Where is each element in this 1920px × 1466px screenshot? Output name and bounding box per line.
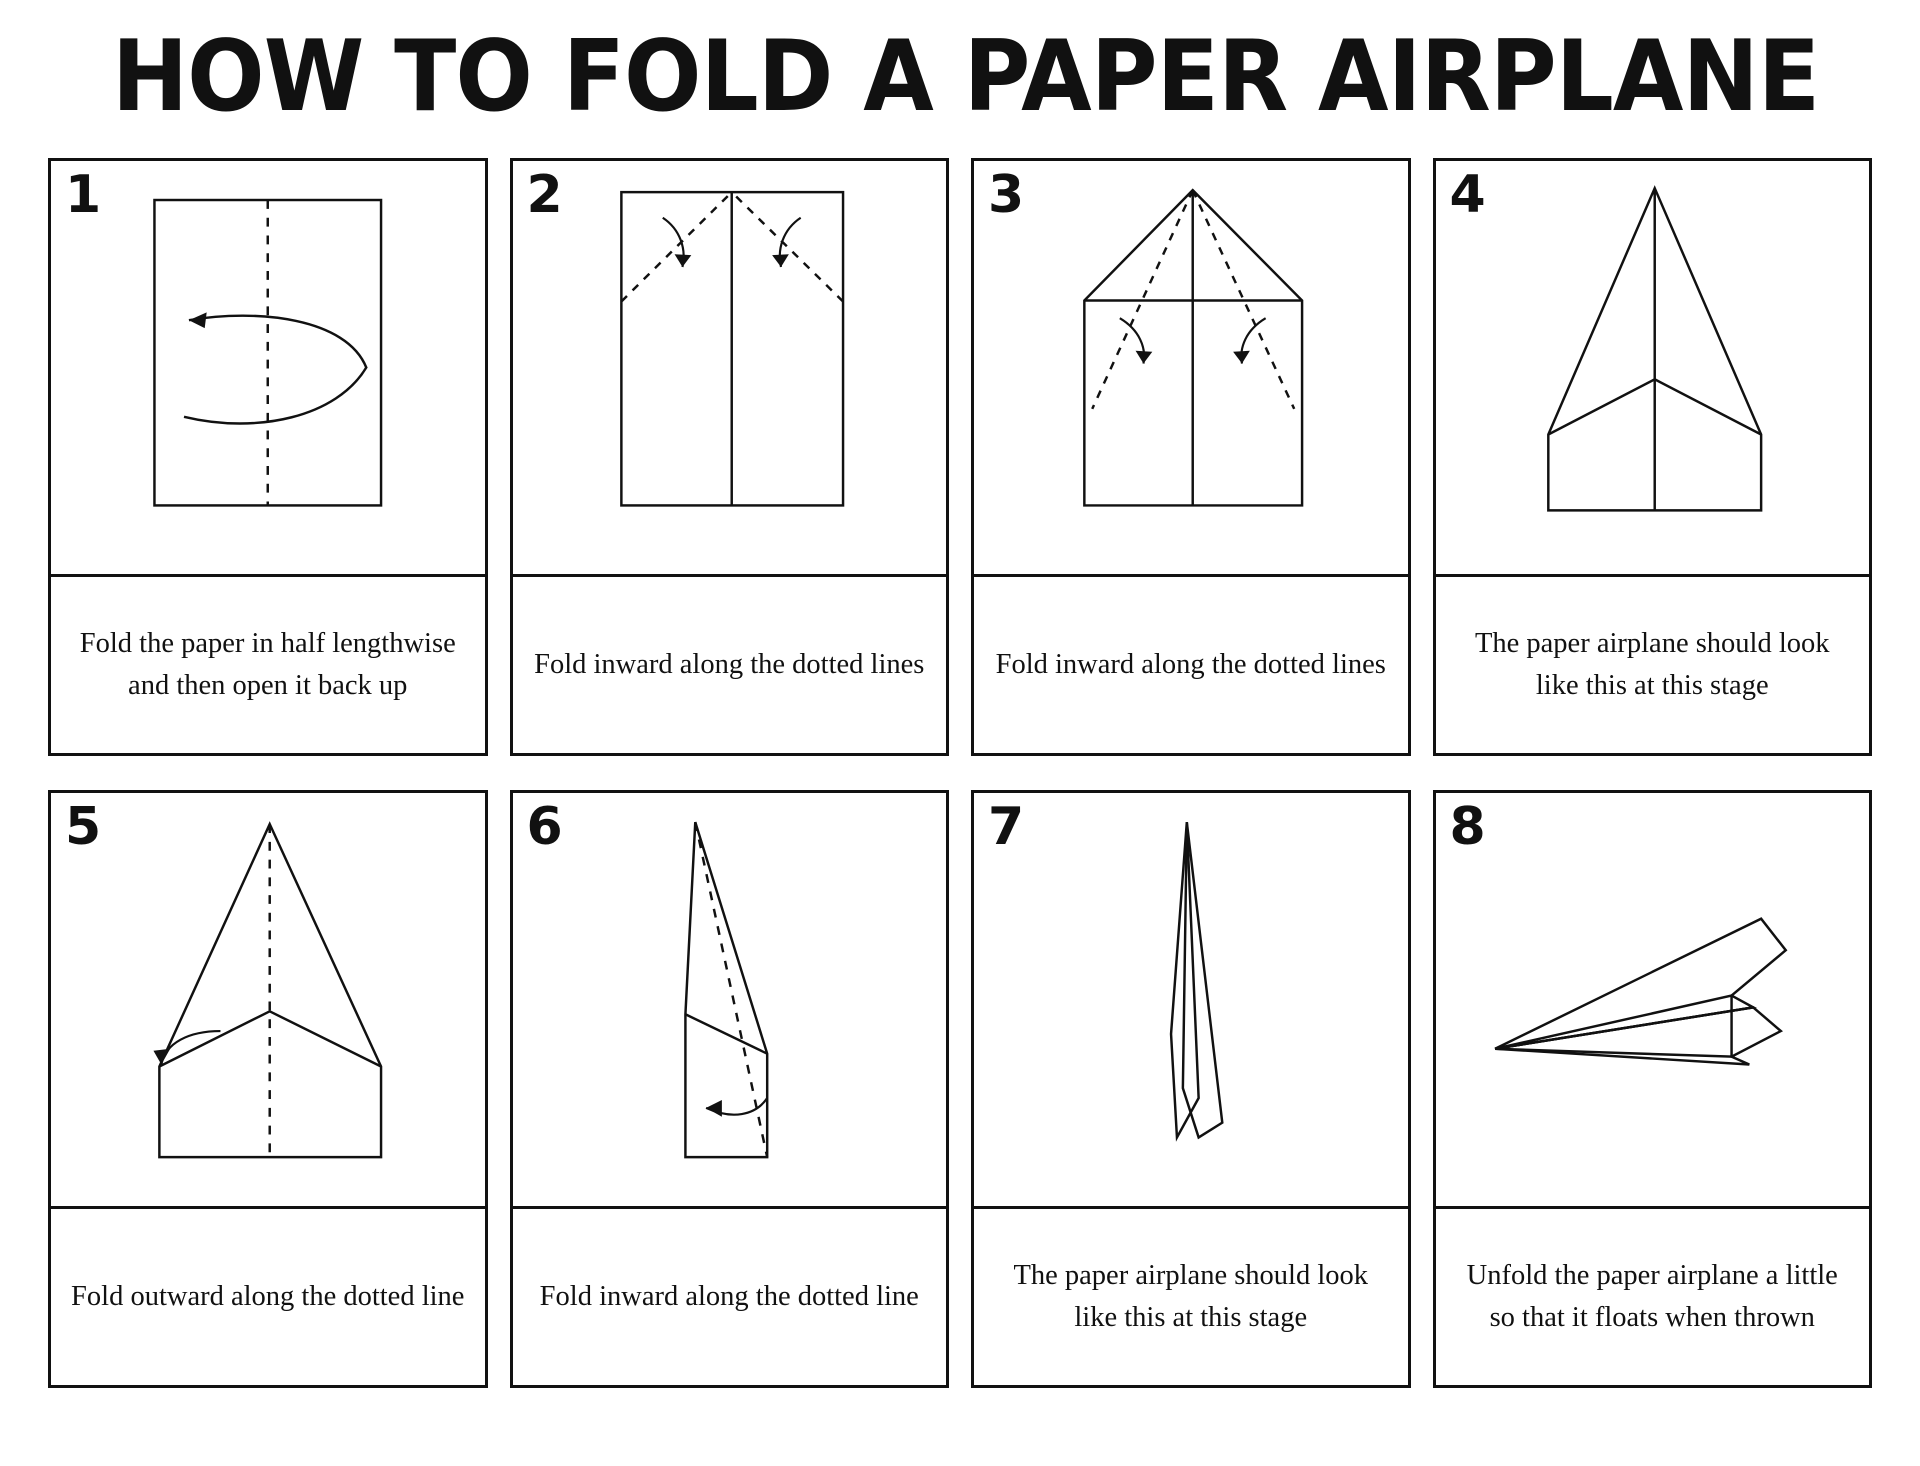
step-number-1: 1 [65, 164, 102, 225]
arrow-shape-with-dotted-line-icon [51, 793, 485, 1206]
step-number-5: 5 [65, 796, 102, 857]
step-illustration-1 [51, 161, 485, 577]
step-number-8: 8 [1449, 796, 1486, 857]
step-illustration-3 [974, 161, 1408, 577]
step-caption-5: Fold outward along the dotted line [71, 1281, 465, 1313]
step-card-8 [1433, 790, 1873, 1388]
step-number-7: 7 [988, 796, 1025, 857]
step-illustration-2 [513, 161, 947, 577]
step-caption-6: Fold inward along the dotted line [539, 1281, 919, 1313]
step-number-6: 6 [526, 796, 563, 857]
folded-arrow-shape-icon [1436, 161, 1870, 574]
finished-paper-airplane-icon [1436, 793, 1870, 1206]
step-card-1 [48, 158, 488, 756]
half-plane-diagonal-dotted-icon [513, 793, 947, 1206]
step-number-3: 3 [988, 164, 1025, 225]
step-card-7 [971, 790, 1411, 1388]
step-card-4 [1433, 158, 1873, 756]
step-number-4: 4 [1449, 164, 1486, 225]
step-caption-7: The paper airplane should look like this at this stage [1013, 1260, 1369, 1333]
step-caption-4: The paper airplane should look like this at this stage [1474, 628, 1830, 701]
top-corner-fold-lines-icon [513, 161, 947, 574]
narrow-folded-plane-icon [974, 793, 1408, 1206]
poster [0, 20, 1920, 1466]
step-illustration-8 [1436, 793, 1870, 1209]
point-with-fold-lines-icon [974, 161, 1408, 574]
steps-grid [48, 158, 1872, 1388]
step-illustration-7 [974, 793, 1408, 1209]
page-title: HOW TO FOLD A PAPER AIRPLANE [111, 20, 1820, 134]
step-caption-3: Fold inward along the dotted lines [995, 649, 1386, 681]
step-illustration-5 [51, 793, 485, 1209]
step-card-5 [48, 790, 488, 1388]
paper-with-center-crease-icon [51, 161, 485, 574]
step-number-2: 2 [526, 164, 563, 225]
step-illustration-4 [1436, 161, 1870, 577]
step-card-2 [510, 158, 950, 756]
step-caption-8: Unfold the paper airplane a little so that it floats when thrown [1466, 1260, 1838, 1333]
step-caption-1: Fold the paper in half lengthwise and then open it back up [79, 628, 456, 701]
step-card-3 [971, 158, 1411, 756]
step-card-6 [510, 790, 950, 1388]
step-caption-2: Fold inward along the dotted lines [534, 649, 925, 681]
step-illustration-6 [513, 793, 947, 1209]
